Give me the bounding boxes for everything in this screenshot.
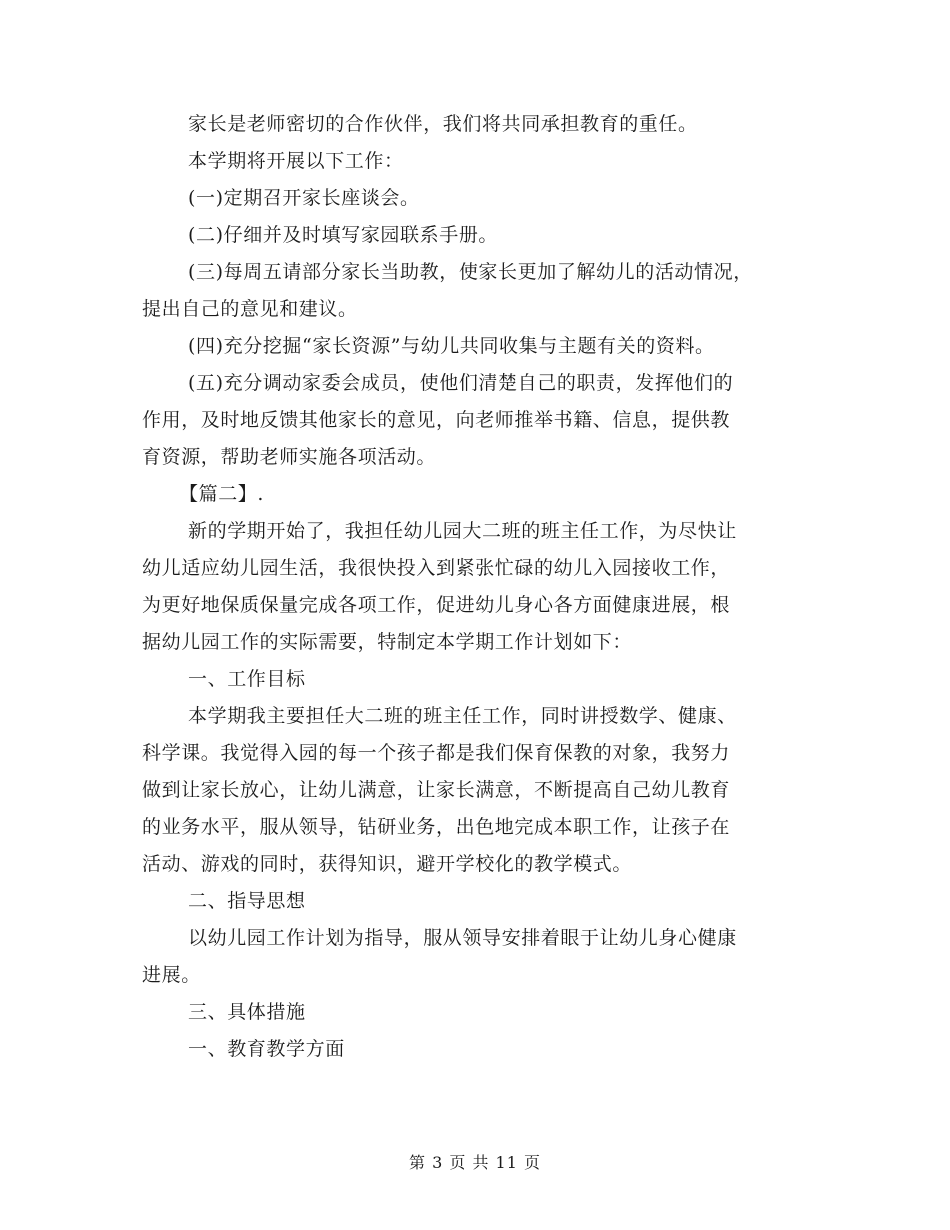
paragraph-line: 提出自己的意见和建议。 (142, 298, 358, 320)
paragraph-line: 育资源，帮助老师实施各项活动。 (142, 446, 437, 468)
paragraph-line: 新的学期开始了，我担任幼儿园大二班的班主任工作，为尽快让 (188, 520, 737, 542)
section-heading: 【篇二】. (179, 483, 265, 505)
subsection-heading: 三、具体措施 (188, 1001, 306, 1023)
subsection-heading: 二、指导思想 (188, 890, 306, 912)
paragraph-line: 作用，及时地反馈其他家长的意见，向老师推举书籍、信息，提供教 (142, 409, 731, 431)
paragraph-line: 科学课。我觉得入园的每一个孩子都是我们保育保教的对象，我努力 (142, 742, 731, 764)
paragraph-line: 为更好地保质保量完成各项工作，促进幼儿身心各方面健康进展，根 (142, 594, 731, 616)
paragraph-line: 以幼儿园工作计划为指导，服从领导安排着眼于让幼儿身心健康 (188, 927, 737, 949)
subsection-heading: 一、工作目标 (188, 668, 306, 690)
paragraph-line: (三)每周五请部分家长当助教，使家长更加了解幼儿的活动情况， (188, 261, 753, 283)
paragraph-line: 做到让家长放心，让幼儿满意，让家长满意，不断提高自己幼儿教育 (142, 779, 731, 801)
paragraph-line: 进展。 (142, 964, 201, 986)
paragraph-line: 本学期我主要担任大二班的班主任工作，同时讲授数学、健康、 (188, 705, 737, 727)
paragraph-line: (二)仔细并及时填写家园联系手册。 (188, 224, 499, 246)
paragraph-line: 家长是老师密切的合作伙伴，我们将共同承担教育的重任。 (188, 113, 698, 135)
paragraph-line: 幼儿适应幼儿园生活，我很快投入到紧张忙碌的幼儿入园接收工作， (142, 557, 731, 579)
page-footer: 第 3 页 共 11 页 (409, 1153, 541, 1172)
body-text (142, 106, 802, 1068)
paragraph-line: 本学期将开展以下工作： (188, 150, 404, 172)
paragraph-line: 的业务水平，服从领导，钻研业务，出色地完成本职工作，让孩子在 (142, 816, 731, 838)
paragraph-line: 活动、游戏的同时，获得知识，避开学校化的教学模式。 (142, 853, 633, 875)
paragraph-line: 据幼儿园工作的实际需要，特制定本学期工作计划如下： (142, 631, 633, 653)
subsection-heading: 一、教育教学方面 (188, 1038, 345, 1060)
paragraph-line: (四)充分挖掘“家长资源”与幼儿共同收集与主题有关的资料。 (188, 335, 715, 357)
paragraph-line: (一)定期召开家长座谈会。 (188, 187, 420, 209)
paragraph-line: (五)充分调动家委会成员，使他们清楚自己的职责，发挥他们的 (188, 372, 734, 394)
